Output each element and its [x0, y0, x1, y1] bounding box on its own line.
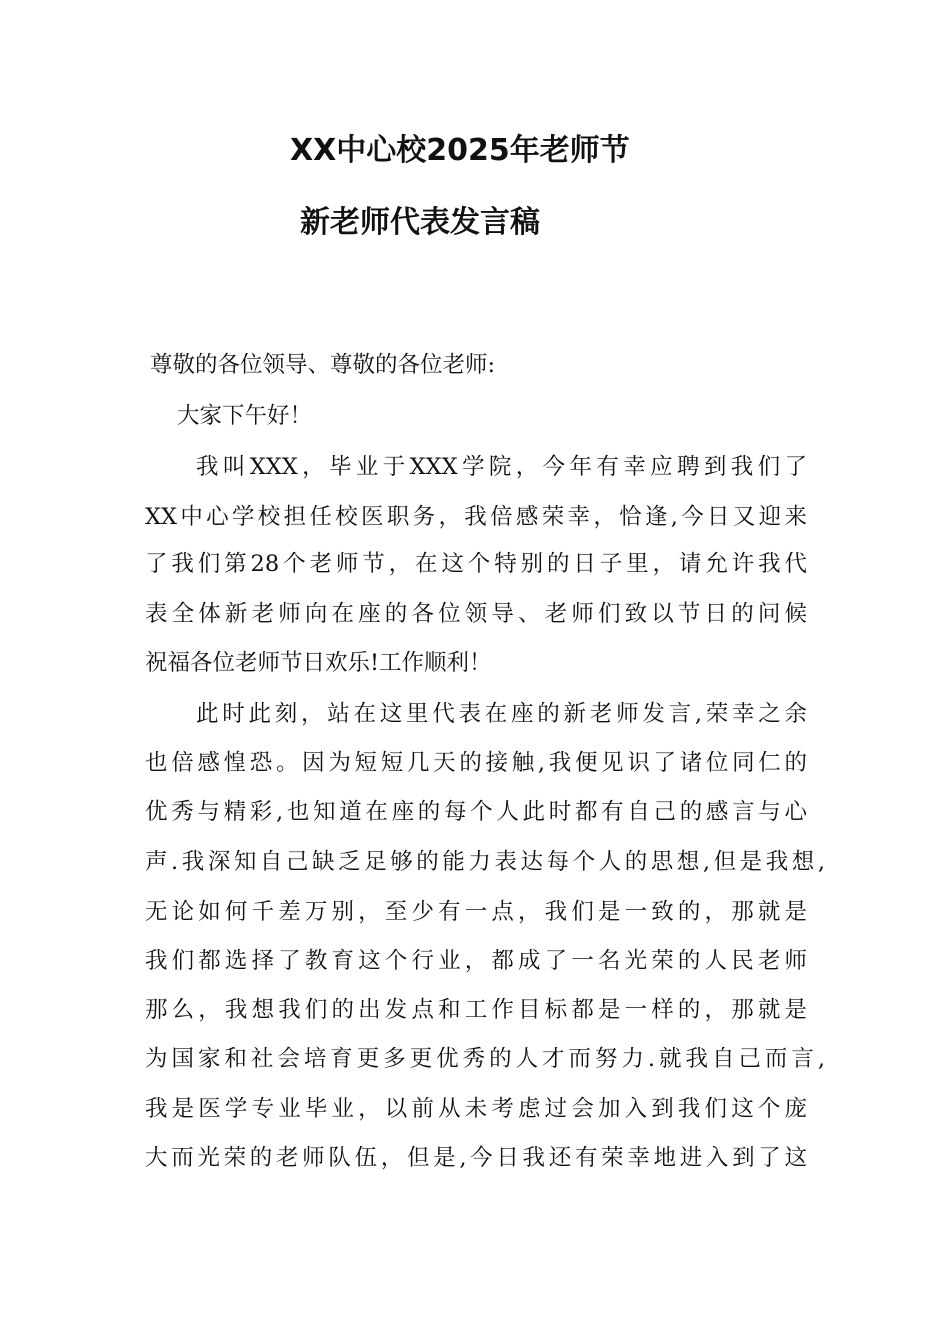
paragraph-1-line: 表全体新老师向在座的各位领导、老师们致以节日的问候 — [145, 601, 807, 627]
document-title-line-1: XX中心校2025年老师节 — [290, 133, 630, 168]
paragraph-2-line: 此时此刻，站在这里代表在座的新老师发言,荣幸之余 — [196, 701, 807, 727]
paragraph-1-line: 了我们第28个老师节，在这个特别的日子里，请允许我代 — [145, 551, 807, 577]
paragraph-2-line: 我是医学专业毕业，以前从未考虑过会加入到我们这个庞 — [145, 1096, 807, 1122]
paragraph-2-line: 为国家和社会培育更多更优秀的人才而努力.就我自己而言, — [145, 1046, 825, 1072]
paragraph-2-line: 也倍感惶恐。因为短短几天的接触,我便见识了诸位同仁的 — [145, 750, 807, 776]
paragraph-2-line: 大而光荣的老师队伍，但是,今日我还有荣幸地进入到了这 — [145, 1145, 807, 1171]
paragraph-1-line: XX中心学校担任校医职务，我倍感荣幸，恰逢,今日又迎来 — [145, 504, 807, 530]
paragraph-1-line: 我叫XXX，毕业于XXX学院，今年有幸应聘到我们了 — [196, 454, 807, 480]
paragraph-2-line: 那么，我想我们的出发点和工作目标都是一样的，那就是 — [145, 997, 807, 1023]
greeting: 大家下午好！ — [177, 403, 313, 429]
paragraph-2-line: 声.我深知自己缺乏足够的能力表达每个人的思想,但是我想, — [145, 849, 825, 875]
paragraph-2-line: 无论如何千差万别，至少有一点，我们是一致的，那就是 — [145, 899, 807, 925]
paragraph-1-line: 祝福各位老师节日欢乐!工作顺利！ — [145, 650, 492, 676]
salutation: 尊敬的各位领导、尊敬的各位老师: — [150, 352, 496, 378]
document-title-line-2: 新老师代表发言稿 — [300, 205, 540, 240]
paragraph-2-line: 优秀与精彩,也知道在座的每个人此时都有自己的感言与心 — [145, 799, 807, 825]
paragraph-2-line: 我们都选择了教育这个行业，都成了一名光荣的人民老师 — [145, 948, 807, 974]
